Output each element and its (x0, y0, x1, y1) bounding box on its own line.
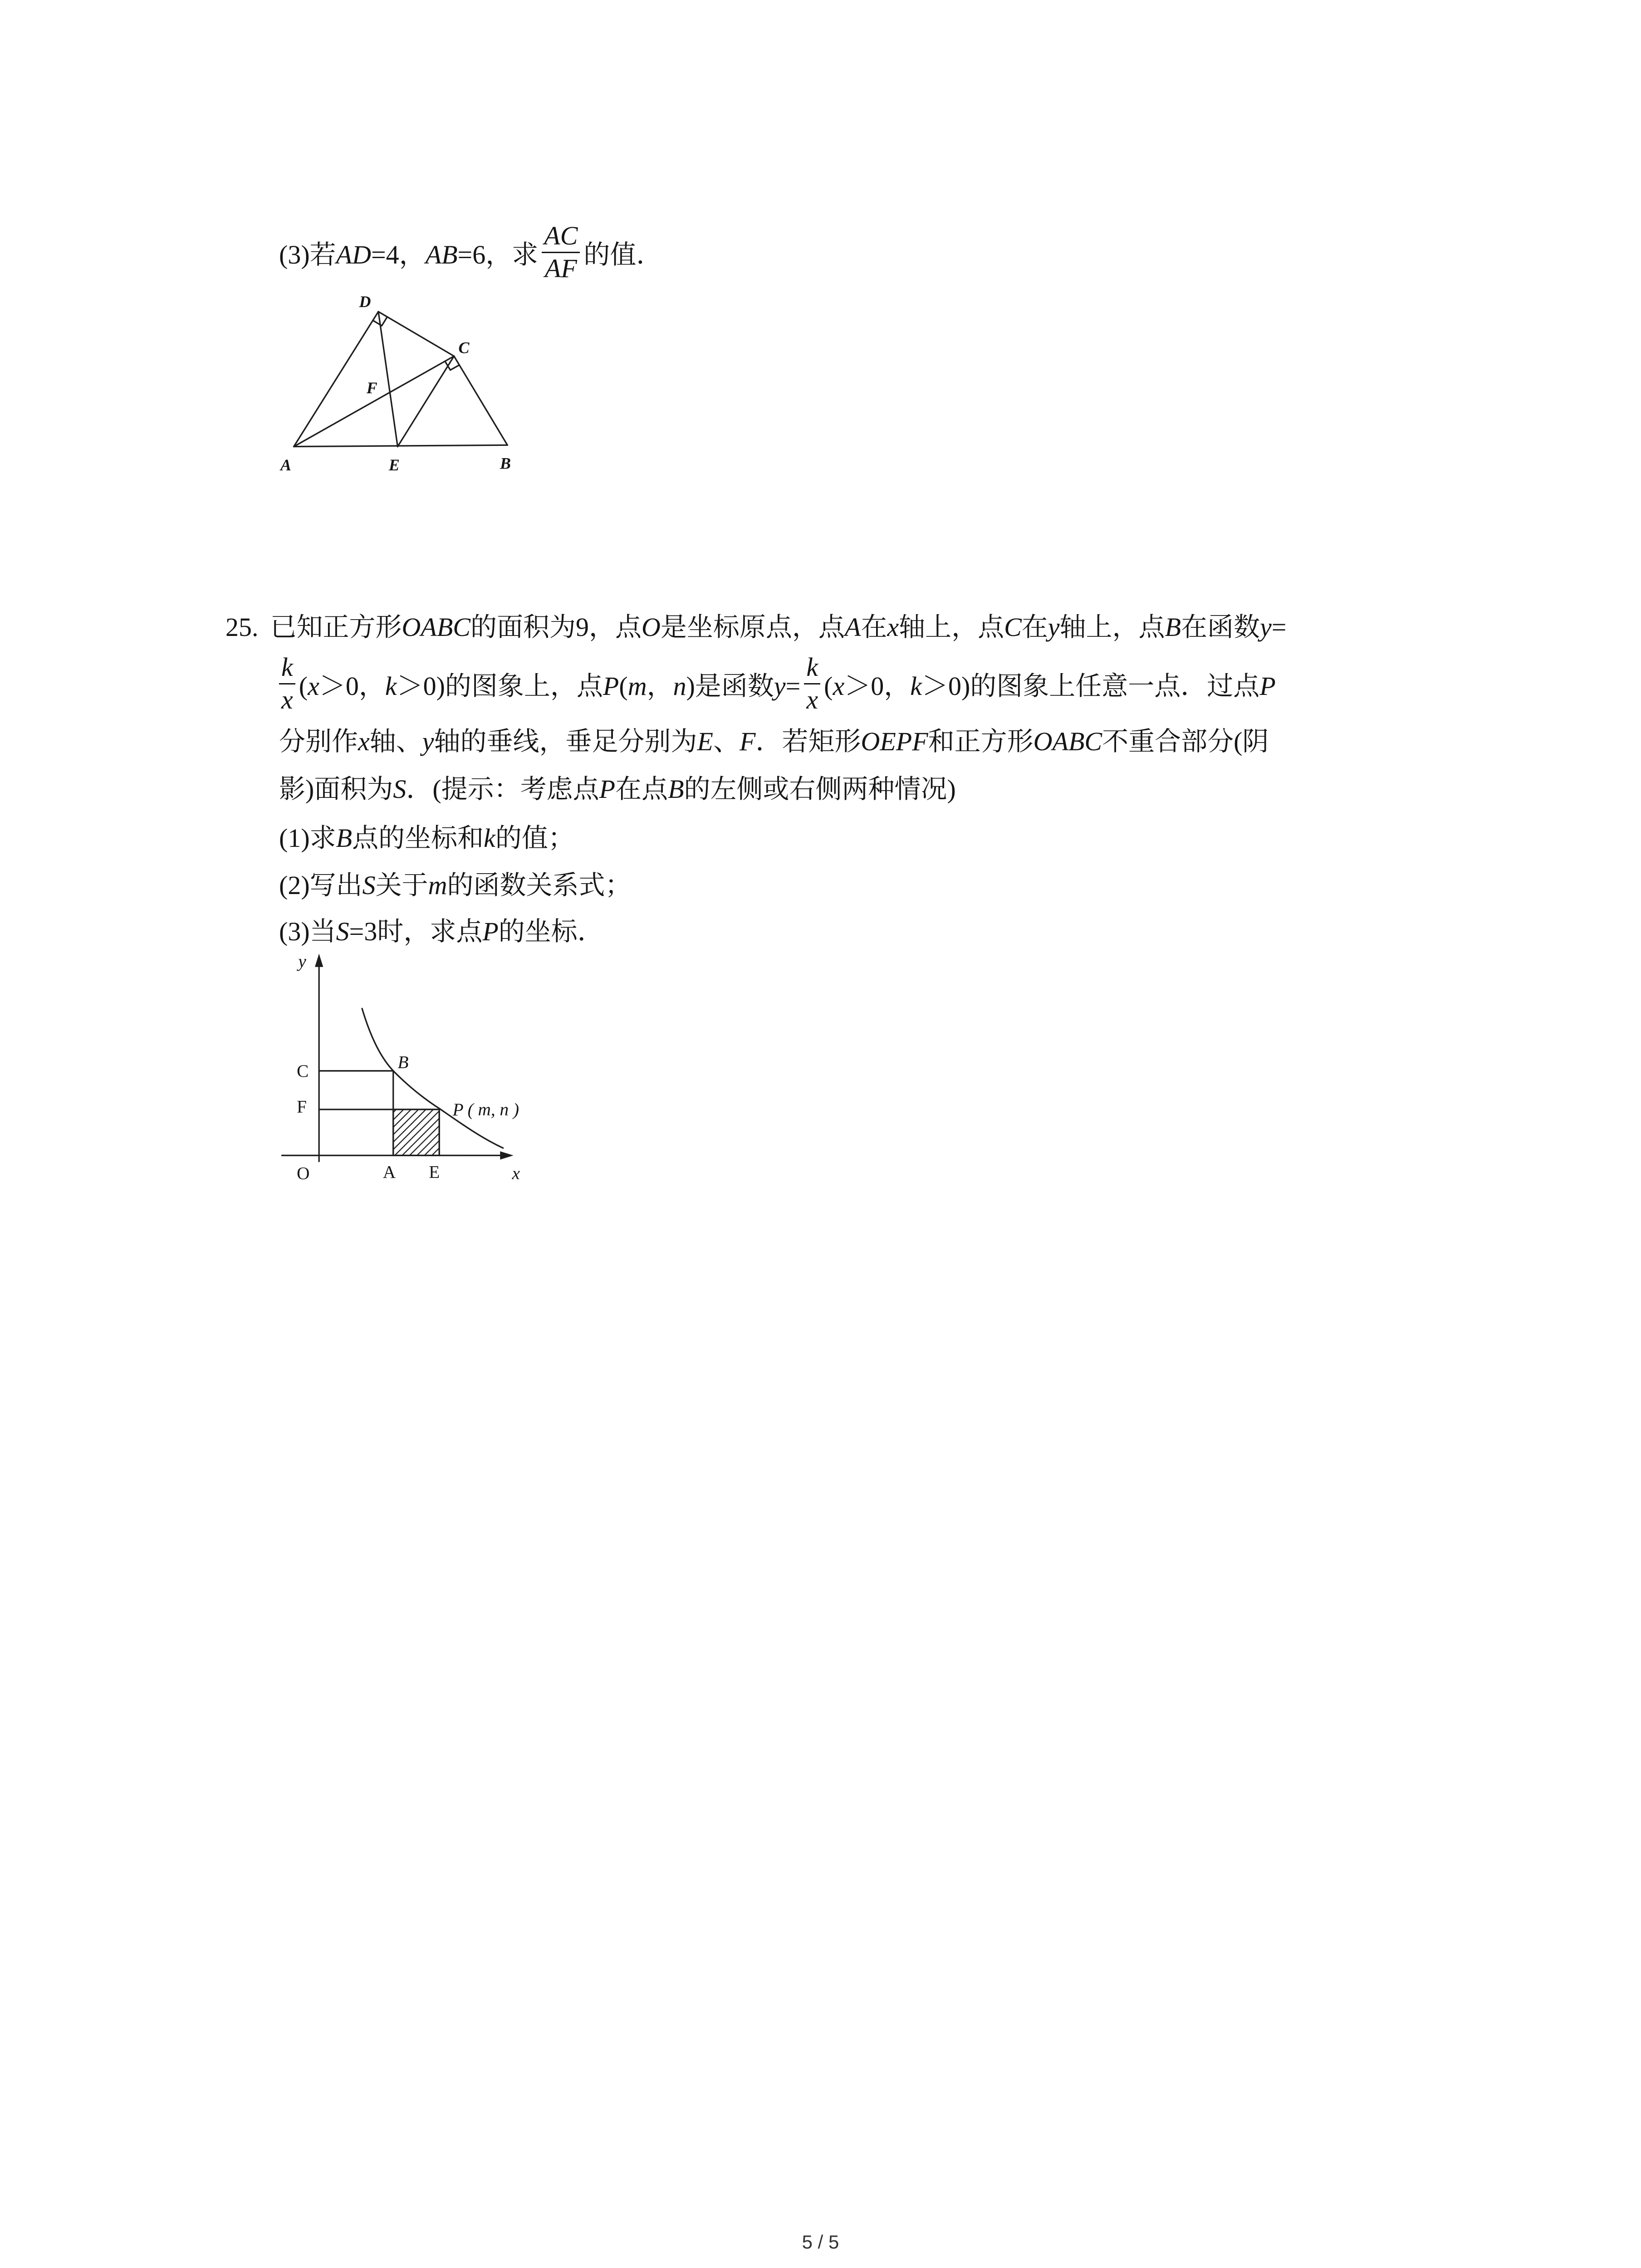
origin-label-o: O (297, 1163, 310, 1183)
point-label-e: E (388, 455, 400, 474)
fraction-numerator: AC (542, 222, 580, 253)
q25-stem-line-2 (279, 654, 1276, 713)
segment-de (378, 312, 398, 447)
q25-stem-line-4: 影)面积为S．(提示：考虑点P在点B的左侧或右侧两种情况) (279, 774, 956, 804)
fraction-k-over-x (279, 653, 295, 714)
point-label-b: B (397, 1052, 409, 1072)
fraction-numerator: k (804, 653, 820, 684)
q25-stem-text-2b: (x＞0，k＞0)的图象上任意一点．过点P (824, 671, 1276, 701)
geometry-figure-quadrilateral (274, 289, 527, 482)
y-axis-arrow-icon (315, 953, 323, 967)
fraction-numerator: k (279, 653, 295, 684)
fraction-k-over-x (804, 653, 820, 714)
point-label-p: P ( m, n ) (452, 1100, 519, 1119)
coordinate-figure-hyperbola (274, 946, 564, 1187)
segment-ac (294, 356, 454, 446)
fraction-denominator: AF (544, 253, 577, 283)
point-label-f: F (366, 378, 377, 397)
point-label-b: B (500, 454, 511, 473)
page-number: 5 / 5 (802, 2231, 839, 2253)
point-label-f: F (297, 1097, 307, 1117)
q25-stem-text-2a: (x＞0，k＞0)的图象上，点P(m，n)是函数y= (299, 671, 801, 701)
segment-ad (294, 312, 378, 447)
axis-label-x: x (512, 1163, 520, 1183)
point-label-a: A (280, 455, 292, 474)
axis-label-y: y (298, 951, 306, 971)
point-label-d: D (359, 293, 371, 311)
point-label-a: A (382, 1162, 396, 1182)
q25-subquestion-2: (2)写出S关于m的函数关系式； (279, 870, 632, 900)
segment-ce (397, 356, 454, 446)
x-axis-arrow-icon (500, 1151, 513, 1159)
q25-subquestion-1: (1)求B点的坐标和k的值； (279, 823, 574, 853)
q25-subquestion-3: (3)当S=3时，求点P的坐标． (279, 917, 604, 946)
segment-cb (454, 356, 508, 445)
point-label-c: C (297, 1061, 309, 1081)
part3-question-line (279, 220, 663, 283)
question-number: 25. (225, 612, 259, 642)
q25-stem-line-1 (225, 611, 1286, 643)
fraction-denominator: x (281, 684, 293, 714)
part3-prefix-text: (3)若AD=4，AB=6，求 (279, 240, 539, 269)
segment-ab (294, 445, 508, 446)
point-label-c: C (458, 338, 470, 357)
part3-fraction (542, 222, 580, 283)
q25-stem-text-1: 已知正方形OABC的面积为9，点O是坐标原点，点A在x轴上，点C在y轴上，点B在函数y= (270, 612, 1287, 642)
segment-dc (378, 312, 454, 356)
point-label-e: E (429, 1162, 440, 1182)
fraction-denominator: x (806, 684, 818, 714)
shaded-region (393, 1110, 439, 1155)
q25-stem-line-3: 分别作x轴、y轴的垂线，垂足分别为E、F．若矩形OEPF和正方形OABC不重合部分(阴 (279, 727, 1269, 756)
part3-suffix-text: 的值． (583, 240, 663, 269)
